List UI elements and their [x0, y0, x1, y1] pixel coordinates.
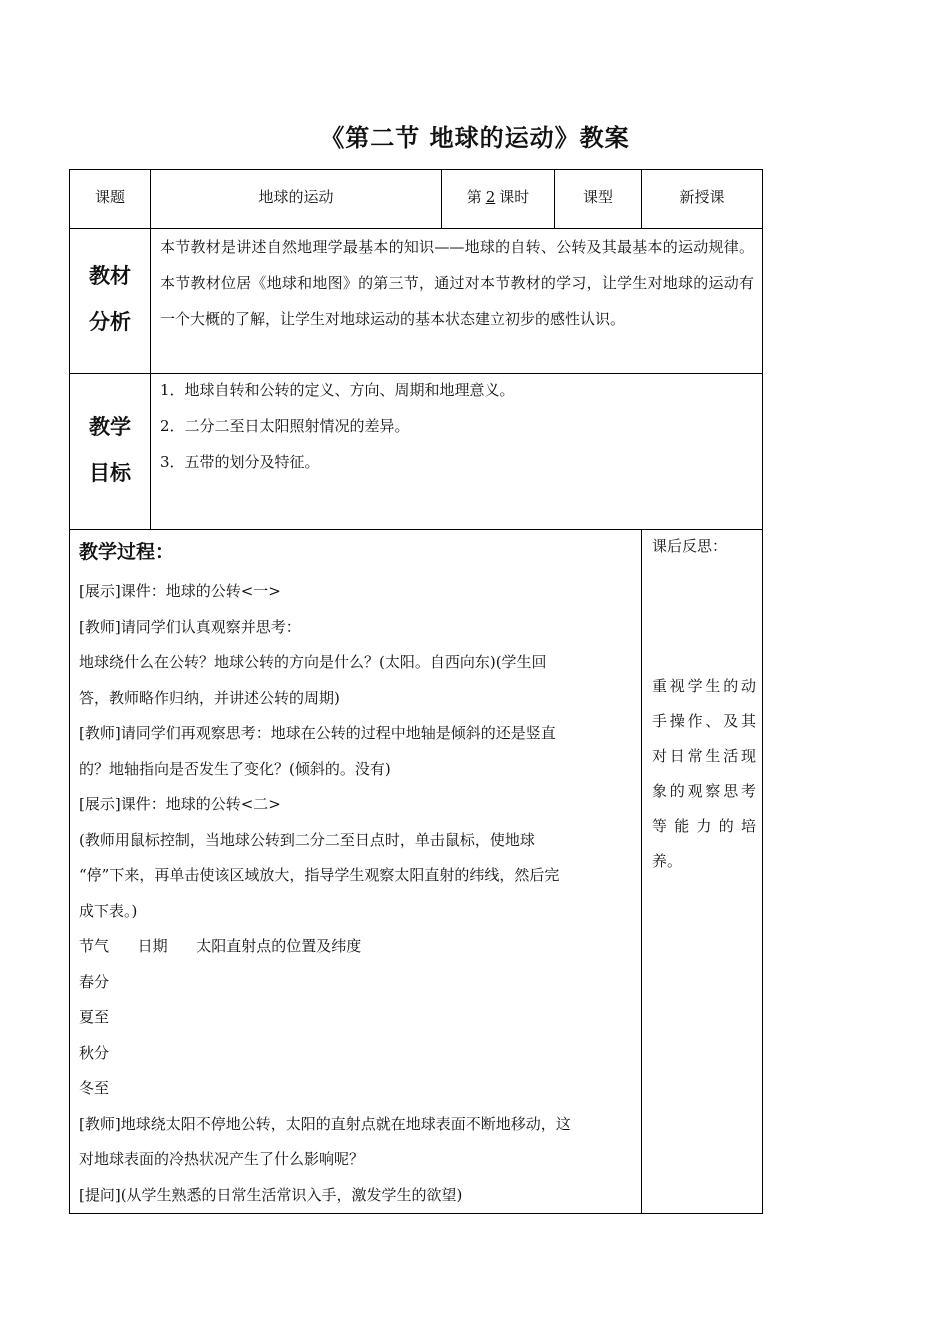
process-line: 冬至	[79, 1079, 110, 1097]
goals-label	[70, 404, 150, 496]
process-line: [提问](从学生熟悉的日常生活常识入手，激发学生的欲望)	[79, 1185, 463, 1204]
process-section	[79, 530, 635, 1213]
goal-item: 3．五带的划分及特征。	[160, 453, 320, 471]
material-label	[70, 253, 150, 345]
goals-list	[160, 372, 750, 480]
goals-label-line2: 目标	[89, 461, 131, 485]
process-line: [教师]请同学们再观察思考：地球在公转的过程中地轴是倾斜的还是竖直	[79, 724, 556, 742]
process-line: 秋分	[79, 1043, 110, 1062]
material-text: 本节教材是讲述自然地理学最基本的知识——地球的自转、公转及其最基本的运动规律。本节教材位居《地球和地图》的第三节，通过对本节教材的学习，让学生对地球的运动有一个大概的了解，让学生对地球运动的基本状态建立初步的感性认识。	[160, 238, 754, 328]
process-line: [教师]地球绕太阳不停地公转，太阳的直射点就在地球表面不断地移动，这	[79, 1114, 571, 1133]
period-prefix: 第	[466, 188, 482, 206]
process-title: 教学过程：	[79, 541, 175, 563]
topic-value: 地球的运动	[258, 188, 334, 206]
process-line: [教师]请同学们认真观察并思考：	[79, 617, 301, 636]
type-label: 课型	[582, 188, 613, 206]
process-line: 地球绕什么在公转？地球公转的方向是什么？(太阳。自西向东)(学生回	[79, 653, 547, 671]
goal-item: 2．二分二至日太阳照射情况的差异。	[160, 417, 410, 435]
type-value: 新授课	[679, 188, 725, 206]
material-label-line1: 教材	[89, 264, 131, 288]
goal-item: 1．地球自转和公转的定义、方向、周期和地理意义。	[160, 381, 515, 399]
process-line: (教师用鼠标控制，当地球公转到二分二至日点时，单击鼠标，使地球	[79, 830, 535, 849]
process-line: [展示]课件：地球的公转<一>	[79, 582, 281, 600]
material-label-line2: 分析	[89, 310, 131, 334]
reflection-label: 课后反思：	[652, 537, 728, 555]
process-line: 春分	[79, 972, 110, 991]
process-line: 成下表。)	[79, 901, 138, 920]
period-cell	[442, 169, 554, 228]
process-line: “停”下来，再单击使该区域放大，指导学生观察太阳直射的纬线，然后完	[79, 866, 560, 884]
process-line: [展示]课件：地球的公转<二>	[79, 795, 281, 813]
topic-label: 课题	[94, 188, 125, 206]
goals-label-line1: 教学	[89, 415, 131, 439]
document-title: 《第二节 地球的运动》教案	[320, 123, 630, 152]
period-suffix: 课时	[499, 188, 530, 206]
process-line: 答，教师略作归纳，并讲述公转的周期)	[79, 688, 340, 707]
process-line: 夏至	[79, 1008, 110, 1026]
period-number: 2	[485, 188, 496, 206]
process-line: 对地球表面的冷热状况产生了什么影响呢？	[79, 1150, 365, 1168]
process-line: 节气 日期 太阳直射点的位置及纬度	[79, 937, 362, 955]
reflection-text: 重视学生的动手操作、及其对日常生活现象的观察思考等能力的培养。	[652, 677, 756, 870]
process-line: 的？地轴指向是否发生了变化？(倾斜的。没有)	[79, 759, 391, 778]
